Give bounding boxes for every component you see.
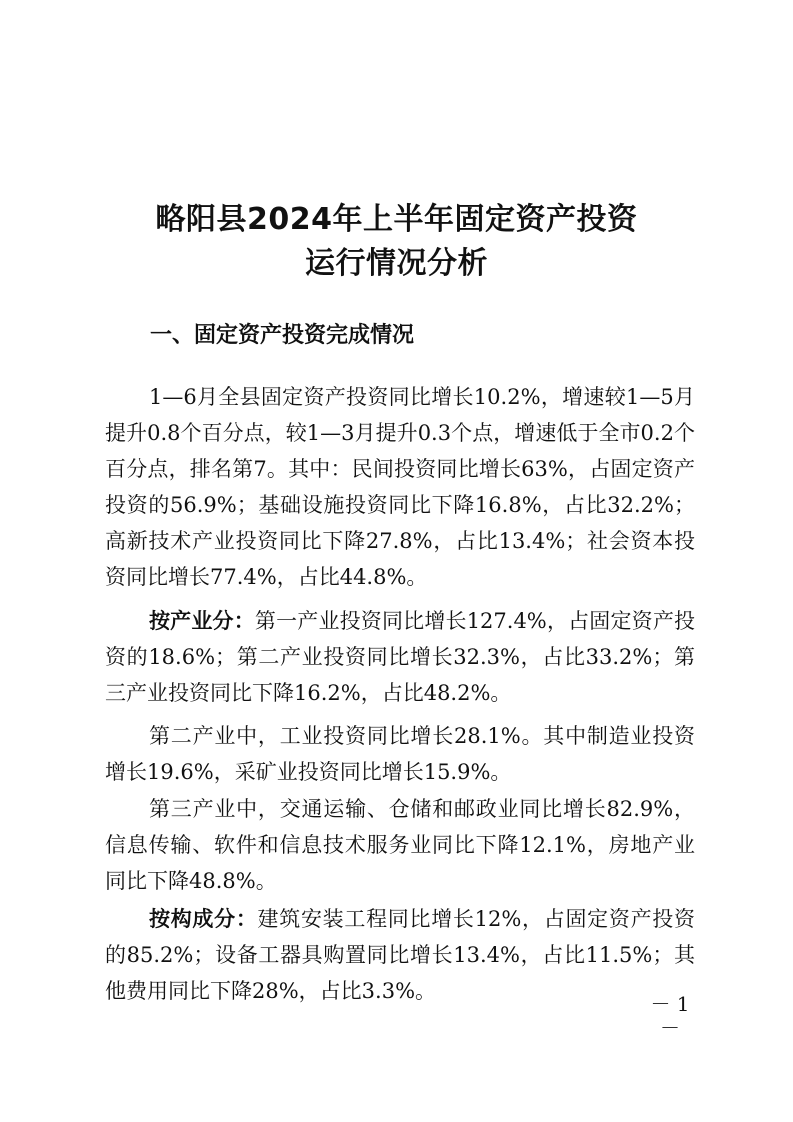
paragraph-by-industry [105, 603, 695, 711]
document-title-line-1: 略阳县2024年上半年固定资产投资 [155, 202, 638, 237]
paragraph-by-composition [105, 901, 695, 1009]
paragraph-overall-investment: 1—6月全县固定资产投资同比增长10.2%，增速较1—5月提升0.8个百分点，较1—3月提升0.3个点，增速低于全市0.2个百分点，排名第7。其中：民间投资同比增长63%，占固定资产投资的56.9%；基础设施投资同比下降16.8%，占比32.2%；高新技术产业投资同比下降27.8%，占比13.4%；社会资本投资同比增长77.4%，占比44.8%。 [105, 385, 695, 589]
paragraph-secondary-industry: 第二产业中，工业投资同比增长28.1%。其中制造业投资增长19.6%，采矿业投资同比增长15.9%。 [105, 724, 695, 784]
paragraph-by-industry-text: 第一产业投资同比增长127.4%，占固定资产投资的18.6%；第二产业投资同比增长32.3%，占比33.2%；第三产业投资同比下降16.2%，占比48.2%。 [105, 609, 696, 705]
paragraph-by-industry-lead: 按产业分： [149, 609, 255, 633]
paragraph-tertiary-industry: 第三产业中，交通运输、仓储和邮政业同比增长82.9%，信息传输、软件和信息技术服务业同比下降12.1%，房地产业同比下降48.8%。 [105, 797, 695, 893]
section-heading-investment-completion: 一、固定资产投资完成情况 [150, 323, 415, 348]
page-number: － 1 － [650, 992, 690, 1040]
document-title-line-2: 运行情况分析 [305, 246, 488, 281]
paragraph-by-composition-text: 建筑安装工程同比增长12%，占固定资产投资的85.2%；设备工器具购置同比增长13.4%，占比11.5%；其他费用同比下降28%，占比3.3%。 [105, 907, 695, 1003]
paragraph-by-composition-lead: 按构成分： [149, 907, 258, 931]
